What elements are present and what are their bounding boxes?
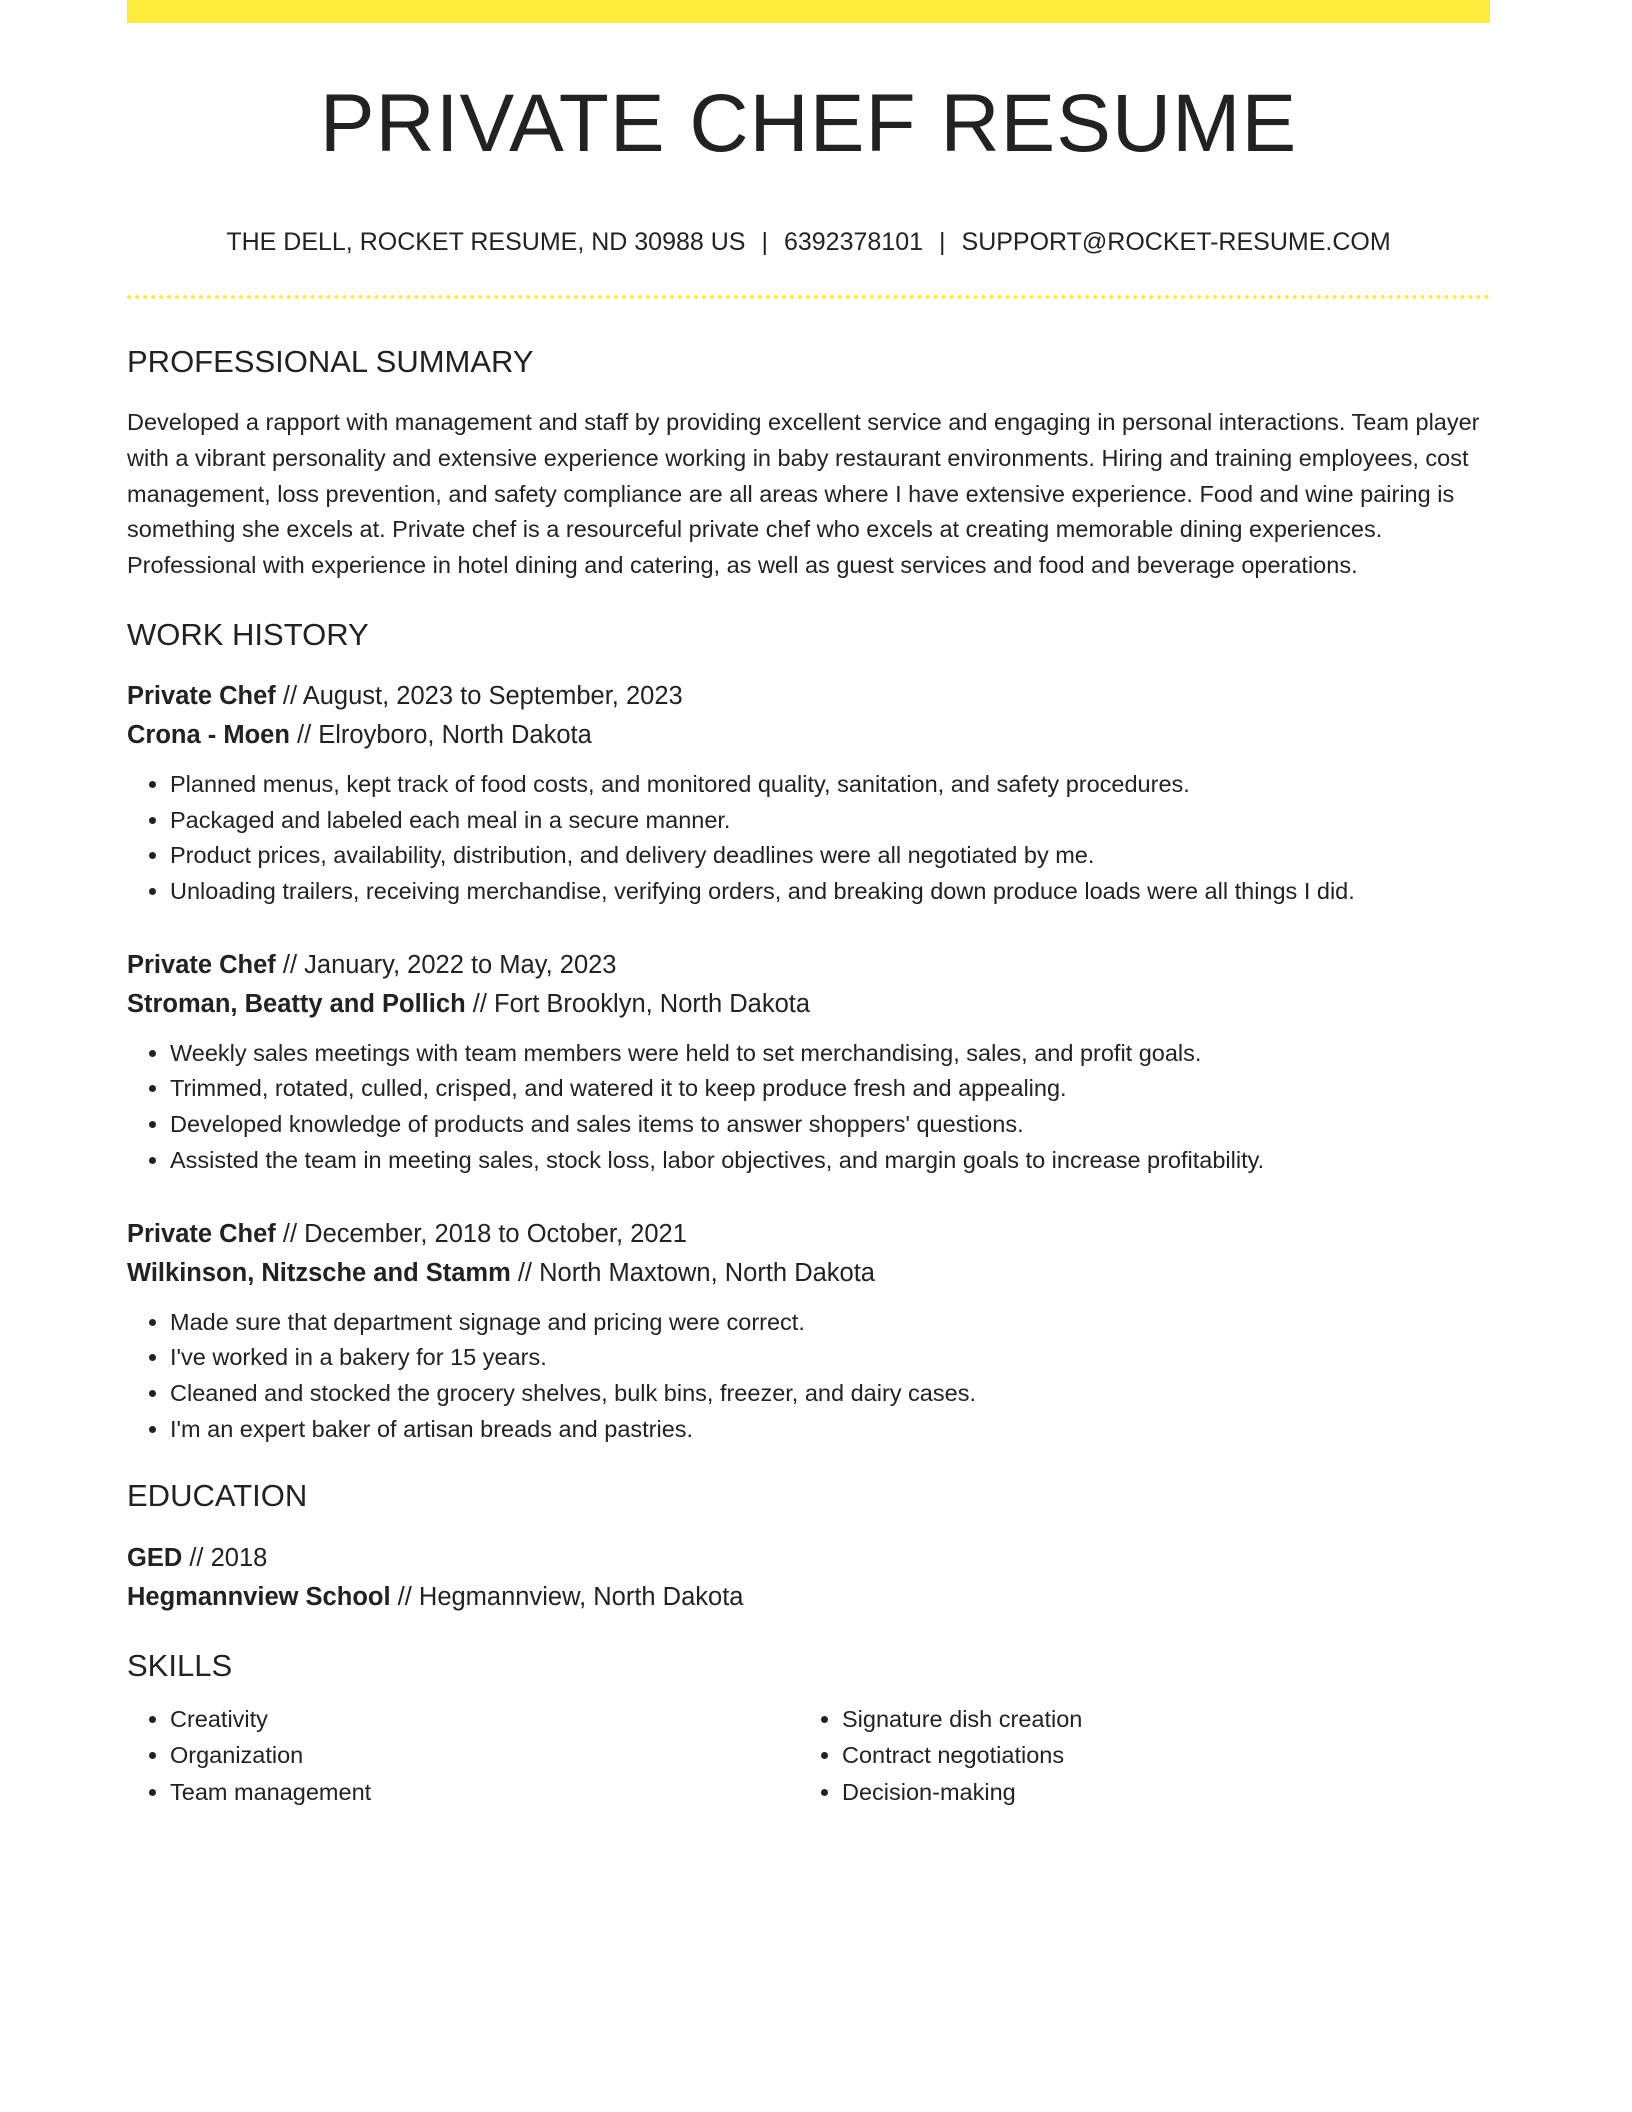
education-heading: EDUCATION bbox=[127, 1478, 308, 1514]
list-item: • I've worked in a bakery for 15 years. bbox=[170, 1340, 1490, 1376]
job-location: // Elroyboro, North Dakota bbox=[289, 720, 592, 749]
summary-heading: PROFESSIONAL SUMMARY bbox=[127, 344, 534, 379]
job-bullets bbox=[127, 1036, 1490, 1179]
education-school: Hegmannview School bbox=[127, 1582, 391, 1611]
job-bullets bbox=[127, 767, 1490, 910]
job-entry bbox=[127, 946, 1490, 1179]
skill-item: • Creativity bbox=[170, 1701, 799, 1738]
education-entry bbox=[127, 1539, 1490, 1617]
skill-item: • Team management bbox=[170, 1774, 799, 1811]
list-item: • Planned menus, kept track of food costs, and monitored quality, sanitation, and safety procedures. bbox=[170, 767, 1490, 803]
job-company: Crona - Moen bbox=[127, 720, 290, 749]
job-title-line bbox=[127, 677, 1490, 716]
list-item: • Weekly sales meetings with team members were held to set merchandising, sales, and profit goals. bbox=[170, 1036, 1490, 1072]
skill-item: • Decision-making bbox=[842, 1774, 1471, 1811]
skills-heading: SKILLS bbox=[127, 1647, 233, 1683]
list-item: • Made sure that department signage and pricing were correct. bbox=[170, 1305, 1490, 1341]
skills-column-right bbox=[799, 1701, 1471, 1811]
job-location: // North Maxtown, North Dakota bbox=[510, 1258, 875, 1287]
resume-page bbox=[127, 0, 1490, 1810]
job-dates: // January, 2022 to May, 2023 bbox=[275, 950, 617, 979]
education-degree: GED bbox=[127, 1543, 183, 1572]
skill-item: • Organization bbox=[170, 1737, 799, 1774]
list-item: • Packaged and labeled each meal in a secure manner. bbox=[170, 803, 1490, 839]
education-year: // 2018 bbox=[182, 1543, 268, 1572]
job-entry bbox=[127, 1215, 1490, 1448]
list-item: • I'm an expert baker of artisan breads and pastries. bbox=[170, 1412, 1490, 1448]
job-title: Private Chef bbox=[127, 1219, 276, 1248]
skills-grid bbox=[127, 1701, 1490, 1811]
skills-list bbox=[799, 1701, 1471, 1811]
job-company-line bbox=[127, 716, 1490, 755]
job-company-line bbox=[127, 985, 1490, 1024]
contact-separator: | bbox=[761, 228, 768, 256]
skills-list bbox=[127, 1701, 799, 1811]
list-item: • Product prices, availability, distribution, and delivery deadlines were all negotiated by me. bbox=[170, 838, 1490, 874]
list-item: • Unloading trailers, receiving merchandise, verifying orders, and breaking down produce loads were all things I did. bbox=[170, 874, 1490, 910]
skill-item: • Signature dish creation bbox=[842, 1701, 1471, 1738]
contact-separator: | bbox=[939, 228, 946, 256]
job-title: Private Chef bbox=[127, 681, 276, 710]
job-title: Private Chef bbox=[127, 950, 276, 979]
job-company-line bbox=[127, 1254, 1490, 1293]
list-item: • Trimmed, rotated, culled, crisped, and watered it to keep produce fresh and appealing. bbox=[170, 1071, 1490, 1107]
job-title-line bbox=[127, 946, 1490, 985]
skill-item: • Contract negotiations bbox=[842, 1737, 1471, 1774]
job-location: // Fort Brooklyn, North Dakota bbox=[465, 989, 811, 1018]
list-item: • Assisted the team in meeting sales, stock loss, labor objectives, and margin goals to increase profitability. bbox=[170, 1143, 1490, 1179]
list-item: • Cleaned and stocked the grocery shelves, bulk bins, freezer, and dairy cases. bbox=[170, 1376, 1490, 1412]
contact-phone: 6392378101 bbox=[783, 228, 924, 256]
contact-email: SUPPORT@ROCKET-RESUME.COM bbox=[961, 228, 1391, 256]
work-history-heading: WORK HISTORY bbox=[127, 616, 369, 652]
education-degree-line bbox=[127, 1539, 1490, 1578]
top-accent-bar bbox=[127, 0, 1490, 23]
job-dates: // August, 2023 to September, 2023 bbox=[275, 681, 683, 710]
job-company: Stroman, Beatty and Pollich bbox=[127, 989, 466, 1018]
skills-column-left bbox=[127, 1701, 799, 1811]
job-dates: // December, 2018 to October, 2021 bbox=[275, 1219, 687, 1248]
resume-title: PRIVATE CHEF RESUME bbox=[319, 78, 1298, 169]
contact-address: THE DELL, ROCKET RESUME, ND 30988 US bbox=[226, 228, 746, 256]
job-company: Wilkinson, Nitzsche and Stamm bbox=[127, 1258, 511, 1287]
job-entry bbox=[127, 677, 1490, 910]
dotted-divider bbox=[127, 295, 1490, 299]
summary-text: Developed a rapport with management and staff by providing excellent service and engaging in personal interactions. Team player with a vibrant personality and extensive experience working in baby restaurant environments. Hiring and training employees, cost management, loss prevention, and safety compliance are all areas where I have extensive experience. Food and wine pairing is something she excels at. Private chef is a resourceful private chef who excels at creating memorable dining experiences. Professional with experience in hotel dining and catering, as well as guest services and food and beverage operations. bbox=[127, 409, 1480, 578]
education-school-line bbox=[127, 1578, 1490, 1617]
contact-line bbox=[127, 227, 1490, 257]
list-item: • Developed knowledge of products and sales items to answer shoppers' questions. bbox=[170, 1107, 1490, 1143]
education-location: // Hegmannview, North Dakota bbox=[390, 1582, 744, 1611]
job-bullets bbox=[127, 1305, 1490, 1448]
job-title-line bbox=[127, 1215, 1490, 1254]
